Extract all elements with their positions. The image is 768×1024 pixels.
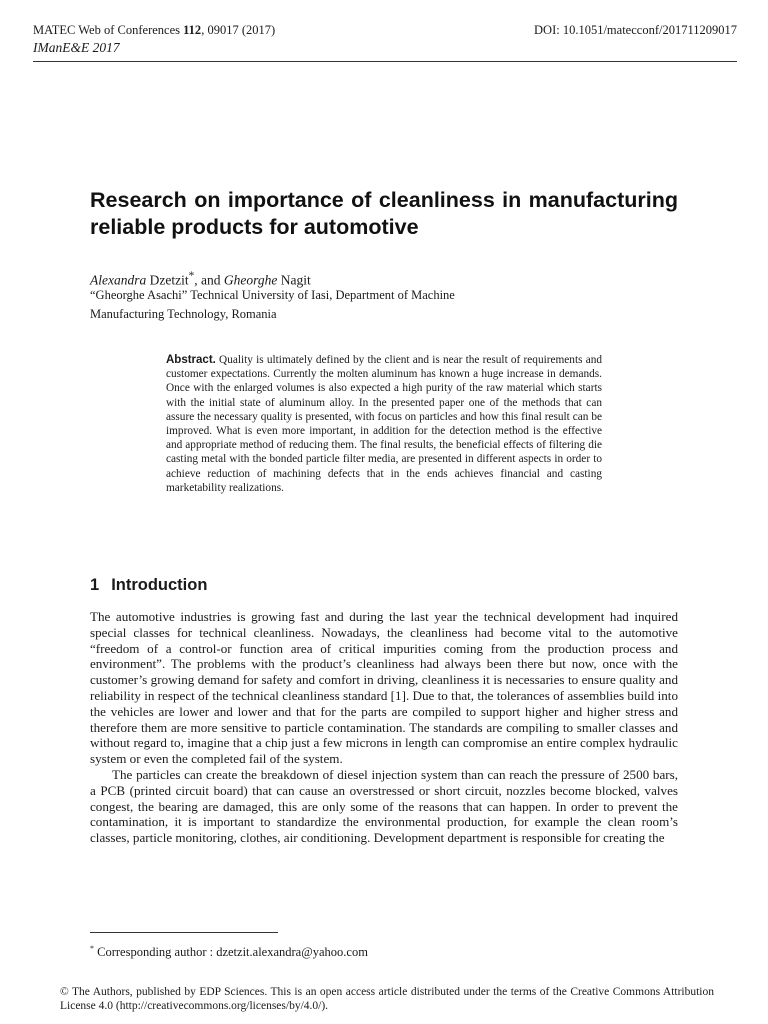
header-divider [33,61,737,62]
article-number: , 09017 (2017) [201,23,276,37]
abstract [166,353,602,495]
author-joiner: , and [194,272,224,288]
doi: DOI: 10.1051/matecconf/201711209017 [534,23,737,37]
author-family-name: Nagit [277,272,311,288]
author-given-name: Alexandra [90,272,147,288]
footnote-divider [90,932,278,933]
body-paragraph: The particles can create the breakdown of diesel injection system than can reach the pressure of 2500 bars, a PCB (printed circuit board) that can cause an overstressed or short circuit, nozzles become blocked, valves congest, the bearing are damaged, this are only some of the reasons that can happen. In order to prevent the contamination, it is important to standardize the environmental production, for example the clean room’s classes, particle monitoring, clothes, air conditioning. Development department is responsible for creating the [90,766,678,846]
footnote-text: Corresponding author : dzetzit.alexandra@yahoo.com [94,945,368,960]
corresponding-author-mark: * [188,270,195,282]
paper-title: Research on importance of cleanliness in manufacturing reliable products for automotive [90,188,678,239]
abstract-label: Abstract. [166,354,216,366]
license-notice: © The Authors, published by EDP Sciences. This is an open access article distributed under the terms of the Creative Commons Attribution License 4.0 (http://creativecommons.org/licenses/by/4.0/). [60,986,714,1012]
author-family-name: Dzetzit [146,272,189,288]
page-header [33,22,737,56]
header-row [33,22,737,38]
author-given-name: Gheorghe [223,272,278,288]
abstract-text: Quality is ultimately defined by the client and is near the result of requirements and customer expectations. Currently the molten aluminum has known a huge increase in demands. Once with the enlarged volumes is also expected a high purity of the raw material which starts with the initial state of aluminum alloy. In the presented paper one of the methods that can assure the necessary quality is presented, with focus on particles and how this final result can be improved. What is even more important, in addition for the detection method is the effective and appropriate method of reducing them. The final results, the beneficial effects of filtering die casting metal with the bonded particle filter media, are presented in different aspects in order to achieve reduction of machining defects that in the ends achieves financial and casting marketability realizations. [166,354,602,494]
footnote [90,941,590,960]
section-title: Introduction [111,576,208,594]
body-paragraph: The automotive industries is growing fast and during the last year the technical development had inquired special classes for technical cleanliness. Nowadays, the cleanliness had become vital to the automotive “freedom of a control-or function area of critical impurities coming from the production process and environment”. The problems with the product’s cleanliness had always been there but now, once with the customer’s growing demand for safety and comfort in driving, cleanliness it is necessaries to ensure quality and reliability in respect of the technical cleanliness standard [1]. Due to that, the tolerances of assemblies build into the vehicles are lower and lower and that for the parts are compiled to support higher and higher stress and therefore them are more sensitive to particle contamination. The standards are compiling to smaller classes and without regard to, imagine that a chip just a few microns in length can compromise an entire complex hydraulic system or even the completed fail of the system. [90,609,678,767]
body-text [90,609,678,846]
footnote-mark: * [90,944,94,953]
journal-name: MATEC Web of Conferences [33,23,180,37]
section-heading [90,575,207,595]
section-number: 1 [90,576,100,594]
journal-citation [33,22,275,38]
affiliation: “Gheorghe Asachi” Technical University of Iasi, Department of Machine Manufacturing Technology, Romania [90,288,455,321]
conference-name: IManE&E 2017 [33,40,120,55]
journal-volume: 112 [183,23,202,37]
